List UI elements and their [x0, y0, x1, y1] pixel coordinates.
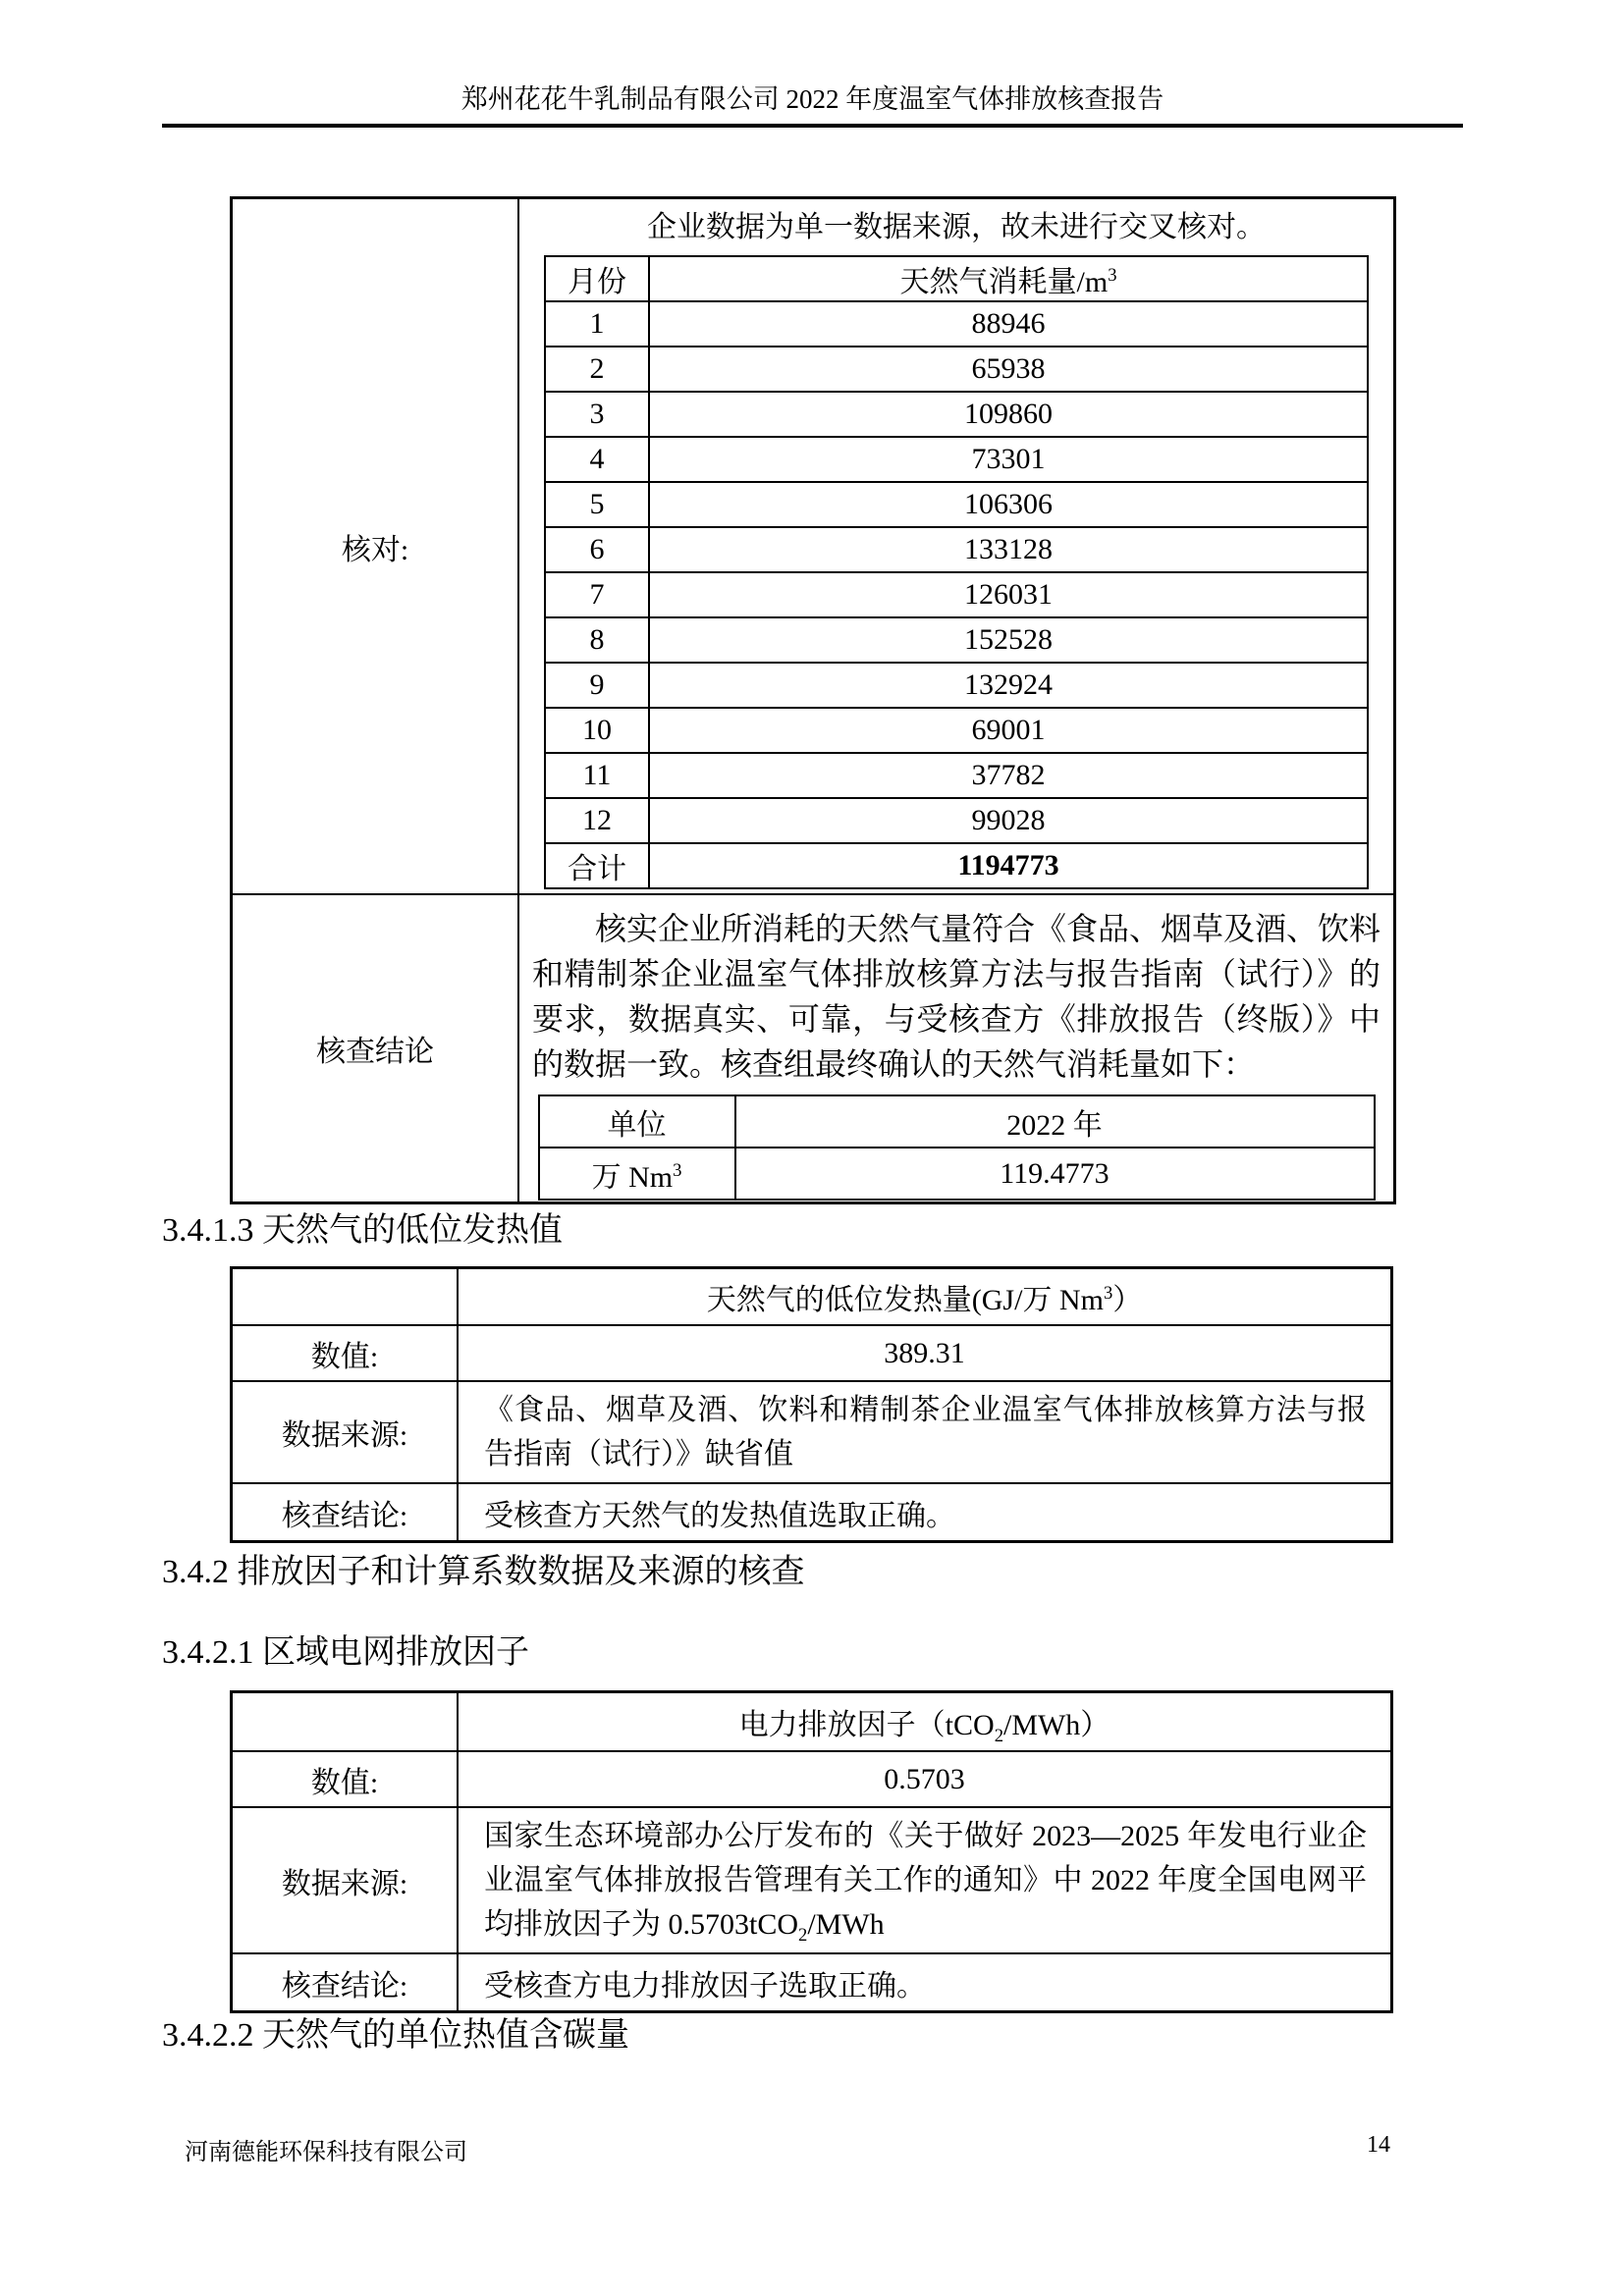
check-row	[232, 198, 1395, 895]
page-header	[162, 82, 1463, 128]
unit-value-cell: 万 Nm$^3$	[539, 1148, 735, 1200]
heating-value-header: 天然气的低位发热量(GJ/万 Nm$^3$）	[458, 1268, 1392, 1326]
table-row	[545, 663, 1368, 708]
source-text-cell: 《食品、烟草及酒、饮料和精制茶企业温室气体排放核算方法与报告指南（试行）》缺省值	[458, 1381, 1392, 1483]
value-cell: 37782	[649, 753, 1368, 798]
value-cell: 88946	[649, 301, 1368, 347]
value-cell: 133128	[649, 527, 1368, 572]
conclusion-text-cell: 受核查方天然气的发热值选取正确。	[458, 1483, 1392, 1542]
section-heading-3-4-2-2: 3.4.2.2 天然气的单位热值含碳量	[162, 2017, 629, 2054]
table-total-row	[545, 843, 1368, 888]
empty-header-cell	[232, 1268, 459, 1326]
table-row	[545, 347, 1368, 392]
page-number: 14	[1367, 2132, 1390, 2158]
year-header-cell: 2022 年	[735, 1095, 1375, 1148]
table-row	[545, 708, 1368, 753]
month-cell: 6	[545, 527, 649, 572]
value-cell: 126031	[649, 572, 1368, 617]
source-row	[232, 1807, 1392, 1953]
heating-value-table	[230, 1266, 1393, 1543]
conclusion-text-cell: 受核查方电力排放因子选取正确。	[458, 1953, 1392, 2012]
year-value-cell: 119.4773	[735, 1148, 1375, 1200]
table-row	[545, 482, 1368, 527]
conclusion-row	[232, 1953, 1392, 2012]
section-heading-3-4-2: 3.4.2 排放因子和计算系数数据及来源的核查	[162, 1554, 805, 1590]
value-cell: 65938	[649, 347, 1368, 392]
table-header-row	[545, 256, 1368, 301]
check-label: 核对:	[341, 533, 409, 566]
value-cell: 132924	[649, 663, 1368, 708]
grid-emission-factor-table	[230, 1690, 1393, 2013]
unit-header-cell: 单位	[539, 1095, 735, 1148]
value-cell: 106306	[649, 482, 1368, 527]
month-cell: 7	[545, 572, 649, 617]
month-cell: 4	[545, 437, 649, 482]
conclusion-label-cell	[232, 894, 519, 1203]
value-cell: 389.31	[458, 1325, 1392, 1381]
table-row	[545, 437, 1368, 482]
check-content-cell	[518, 198, 1395, 895]
table-header-row	[232, 1692, 1392, 1752]
value-cell: 0.5703	[458, 1751, 1392, 1807]
value-cell: 109860	[649, 392, 1368, 437]
section-heading-3-4-2-1: 3.4.2.1 区域电网排放因子	[162, 1634, 529, 1671]
table-row	[545, 798, 1368, 843]
total-label-cell: 合计	[545, 843, 649, 888]
value-label-cell: 数值:	[232, 1325, 459, 1381]
table-row	[545, 617, 1368, 663]
single-source-note: 企业数据为单一数据来源，故未进行交叉核对。	[647, 211, 1266, 243]
value-cell: 152528	[649, 617, 1368, 663]
conclusion-label-cell: 核查结论:	[232, 1483, 459, 1542]
conclusion-paragraph: 核实企业所消耗的天然气量符合《食品、烟草及酒、饮料和精制茶企业温室气体排放核算方法与报告指南（试行）》的要求，数据真实、可靠，与受核查方《排放报告（终版）》中的数据一致。核查组最终确认的天然气消耗量如下：	[532, 911, 1381, 1082]
value-cell: 69001	[649, 708, 1368, 753]
value-label-cell: 数值:	[232, 1751, 459, 1807]
value-cell: 73301	[649, 437, 1368, 482]
table-row	[545, 527, 1368, 572]
month-cell: 1	[545, 301, 649, 347]
total-value-cell: 1194773	[649, 843, 1368, 888]
month-cell: 9	[545, 663, 649, 708]
report-title: 郑州花花牛乳制品有限公司 2022 年度温室气体排放核查报告	[460, 84, 1164, 114]
subscript-2: 2	[994, 1726, 1003, 1746]
superscript-3: 3	[1103, 1283, 1113, 1304]
footer-company: 河南德能环保科技有限公司	[185, 2140, 467, 2165]
value-cell: 99028	[649, 798, 1368, 843]
table-header-row	[232, 1268, 1392, 1326]
subscript-2: 2	[798, 1925, 808, 1946]
emission-factor-header: 电力排放因子（tCO$_2$/MWh）	[458, 1692, 1392, 1752]
monthly-consumption-table	[544, 255, 1369, 889]
conclusion-row	[232, 1483, 1392, 1542]
empty-header-cell	[232, 1692, 459, 1752]
table-row	[545, 301, 1368, 347]
consumption-column-header: 天然气消耗量$/m^3$	[649, 256, 1368, 301]
month-cell: 10	[545, 708, 649, 753]
source-text-cell: 国家生态环境部办公厅发布的《关于做好 2023—2025 年发电行业企业温室气体排放报告管理有关工作的通知》中 2022 年度全国电网平均排放因子为 0.5703tCO$_2$/MWh	[458, 1807, 1392, 1953]
check-label-cell	[232, 198, 519, 895]
value-row	[232, 1325, 1392, 1381]
natural-gas-check-table	[230, 196, 1396, 1204]
section-heading-3-4-1-3: 3.4.1.3 天然气的低位发热值	[162, 1212, 563, 1249]
month-cell: 5	[545, 482, 649, 527]
month-cell: 2	[545, 347, 649, 392]
conclusion-label-cell: 核查结论:	[232, 1953, 459, 2012]
conclusion-content-cell	[518, 894, 1395, 1203]
table-row	[539, 1148, 1375, 1200]
superscript-3: 3	[1108, 265, 1117, 286]
month-cell: 11	[545, 753, 649, 798]
source-row	[232, 1381, 1392, 1483]
table-row	[545, 753, 1368, 798]
confirmed-consumption-table	[538, 1095, 1376, 1201]
conclusion-row	[232, 894, 1395, 1203]
month-column-header: 月份	[545, 256, 649, 301]
month-cell: 8	[545, 617, 649, 663]
table-row	[545, 572, 1368, 617]
table-row	[545, 392, 1368, 437]
value-row	[232, 1751, 1392, 1807]
source-label-cell: 数据来源:	[232, 1381, 459, 1483]
superscript-3: 3	[673, 1159, 682, 1181]
conclusion-label: 核查结论	[316, 1036, 434, 1068]
month-cell: 3	[545, 392, 649, 437]
source-label-cell: 数据来源:	[232, 1807, 459, 1953]
table-header-row	[539, 1095, 1375, 1148]
month-cell: 12	[545, 798, 649, 843]
